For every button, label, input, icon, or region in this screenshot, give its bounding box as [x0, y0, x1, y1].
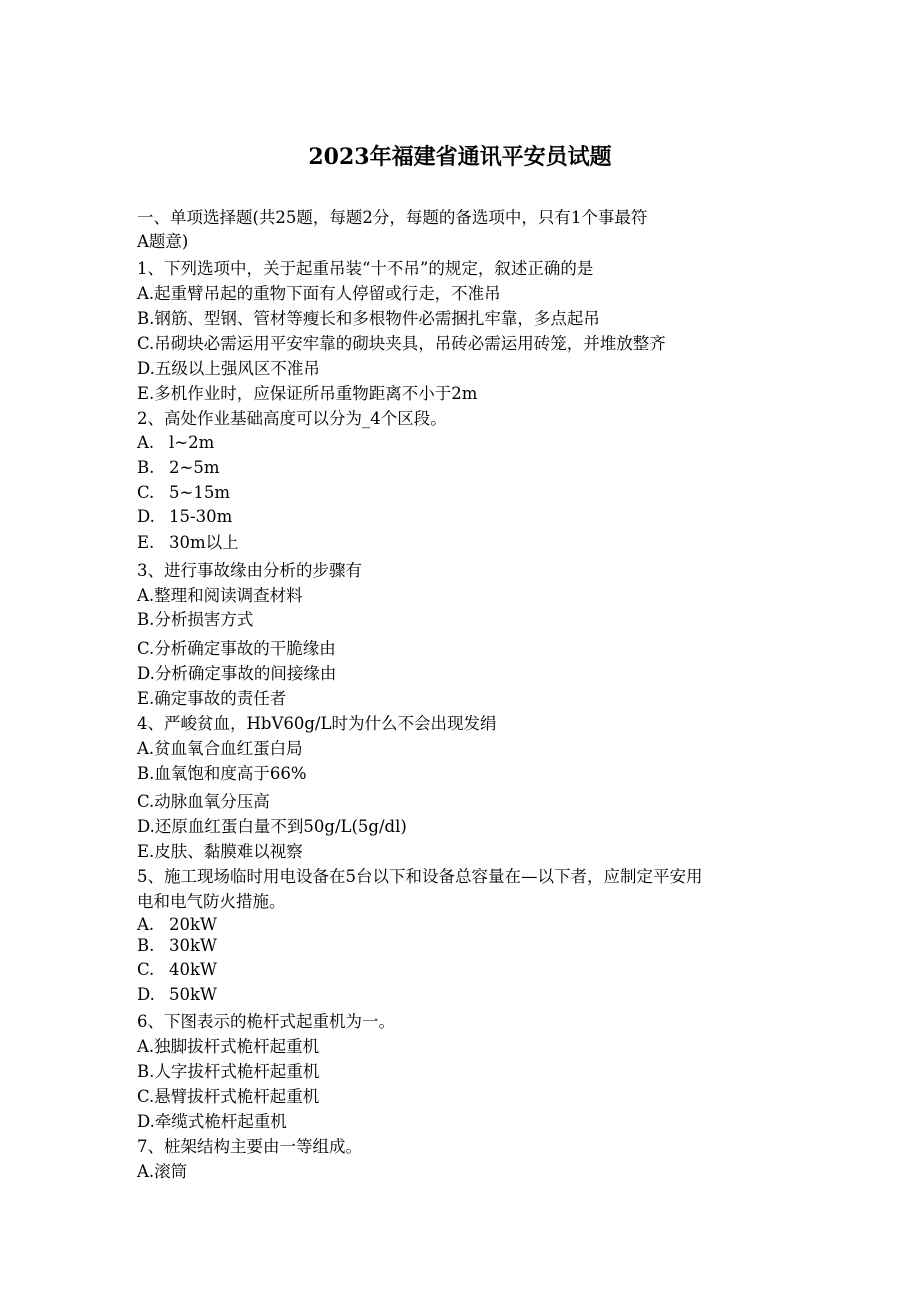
question-6-option-c: C.悬臂拔杆式桅杆起重机: [137, 1087, 320, 1106]
question-2-stem: 2、高处作业基础高度可以分为_4个区段。: [137, 409, 447, 428]
question-2-option-b: [137, 456, 219, 480]
question-3-option-b: B.分析损害方式: [137, 610, 254, 629]
option-letter: C.: [137, 483, 155, 502]
question-3-stem: 3、进行事故缘由分析的步骤有: [137, 561, 362, 580]
question-7-option-a: A.滚筒: [137, 1162, 188, 1181]
question-5-option-b: [137, 934, 217, 958]
question-6-option-d: D.牵缆式桅杆起重机: [137, 1112, 287, 1131]
question-3-option-d: D.分析确定事故的间接缘由: [137, 664, 337, 683]
document-title: 2023年福建省通讯平安员试题: [308, 144, 612, 170]
question-5-option-c: [137, 958, 217, 982]
question-4-stem: 4、严峻贫血，HbV60g/L时为什么不会出现发绢: [137, 714, 497, 733]
option-text: 5~15m: [169, 483, 230, 502]
option-text: 40kW: [169, 960, 217, 979]
option-text: 30m以上: [169, 533, 239, 552]
question-5-stem-line1: 5、施工现场临时用电设备在5台以下和设备总容量在—以下者，应制定平安用: [137, 867, 703, 886]
question-2-option-a: [137, 431, 214, 455]
option-text: 15-30m: [169, 507, 233, 526]
option-letter: E.: [137, 533, 155, 552]
question-4-option-e: E.皮肤、黏膜难以视察: [137, 842, 303, 861]
question-4-option-b: B.血氧饱和度高于66%: [137, 764, 307, 783]
question-2-option-e: [137, 531, 239, 555]
question-6-option-b: B.人字拔杆式桅杆起重机: [137, 1062, 320, 1081]
question-1-option-b: B.钢筋、型钢、管材等瘦长和多根物件必需捆扎牢靠，多点起吊: [137, 309, 600, 328]
question-3-option-a: A.整理和阅读调查材料: [137, 586, 303, 605]
question-5-option-d: [137, 983, 217, 1007]
option-letter: A.: [137, 915, 155, 934]
question-4-option-d: D.还原血红蛋白量不到50g/L(5g/dl): [137, 817, 407, 836]
option-letter: A.: [137, 433, 155, 452]
option-letter: B.: [137, 936, 155, 955]
option-text: 30kW: [169, 936, 217, 955]
question-6-option-a: A.独脚拔杆式桅杆起重机: [137, 1037, 320, 1056]
question-7-stem: 7、桩架结构主要由一等组成。: [137, 1137, 362, 1156]
option-text: 2~5m: [169, 458, 220, 477]
question-1-stem: 1、下列选项中，关于起重吊装“十不吊”的规定，叙述正确的是: [137, 259, 594, 278]
question-1-option-e: E.多机作业时，应保证所吊重物距离不小于2m: [137, 384, 478, 403]
section-heading-line2: A题意): [137, 232, 189, 251]
section-heading-line1: 一、单项选择题(共25题，每题2分，每题的备选项中，只有1个事最符: [137, 208, 648, 227]
question-1-option-c: C.吊砌块必需运用平安牢靠的砌块夹具，吊砖必需运用砖笼，并堆放整齐: [137, 334, 666, 353]
question-3-option-e: E.确定事故的责任者: [137, 689, 287, 708]
question-4-option-a: A.贫血氧合血红蛋白局: [137, 739, 303, 758]
question-2-option-c: [137, 481, 230, 505]
question-3-option-c: C.分析确定事故的干脆缘由: [137, 639, 336, 658]
option-letter: D.: [137, 985, 155, 1004]
question-2-option-d: [137, 505, 232, 529]
option-letter: C.: [137, 960, 155, 979]
option-letter: D.: [137, 507, 155, 526]
question-6-stem: 6、下图表示的桅杆式起重机为一。: [137, 1012, 395, 1031]
question-4-option-c: C.动脉血氧分压高: [137, 792, 270, 811]
option-text: l~2m: [169, 433, 215, 452]
question-5-stem-line2: 电和电气防火措施。: [137, 892, 286, 911]
option-text: 20kW: [169, 915, 217, 934]
option-letter: B.: [137, 458, 155, 477]
question-1-option-a: A.起重臂吊起的重物下面有人停留或行走，不准吊: [137, 284, 501, 303]
question-1-option-d: D.五级以上强风区不准吊: [137, 359, 320, 378]
option-text: 50kW: [169, 985, 217, 1004]
